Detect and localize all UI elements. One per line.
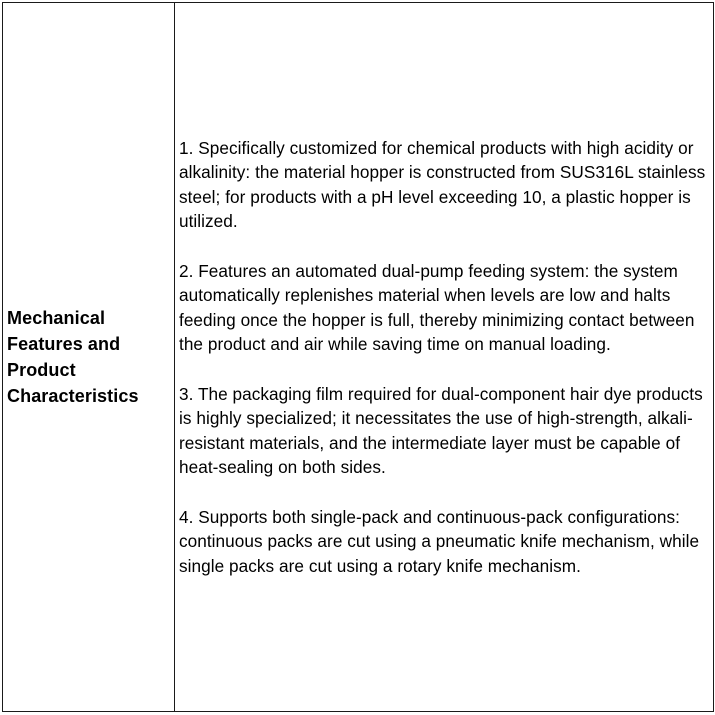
feature-item-4: 4. Supports both single-pack and continuous-pack configurations: continuous packs are cut using a pneumatic knife mechanism, while single packs are cut using a rotary knife mechanism. (179, 506, 700, 576)
row-label: Mechanical Features and Product Characteristics (7, 308, 139, 406)
feature-item-1: 1. Specifically customized for chemical products with high acidity or alkalinity: the material hopper is constructed from SUS316L stainless steel; for products with a pH level exceeding 10, a plastic hopper is utilized. (179, 137, 706, 232)
table-row (3, 3, 714, 712)
feature-list (175, 136, 713, 579)
feature-item-3: 3. The packaging film required for dual-component hair dye products is highly specialized; it necessitates the use of high-strength, alkali-resistant materials, and the intermediate layer must be capable of heat-sealing on both sides. (179, 383, 703, 478)
spec-table (2, 2, 714, 712)
content-cell (175, 3, 714, 712)
label-cell (3, 3, 175, 712)
feature-item-2: 2. Features an automated dual-pump feeding system: the system automatically replenishes material when levels are low and halts feeding once the hopper is full, thereby minimizing contact between the product and air while saving time on manual loading. (179, 260, 695, 355)
